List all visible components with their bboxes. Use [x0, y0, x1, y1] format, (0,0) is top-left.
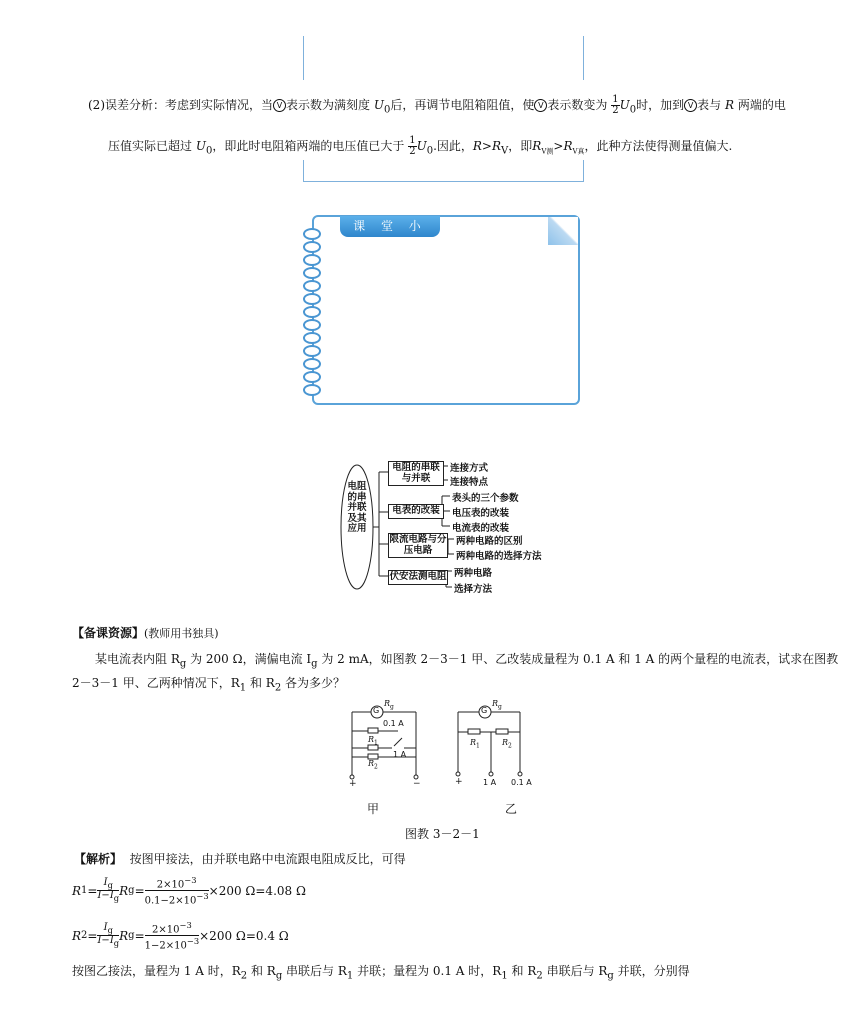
text: 表示数变为: [547, 98, 608, 112]
plus-left: +: [349, 779, 357, 789]
text: 为 2 mA，如图教 2－3－1 甲、乙改装成量程为 0.1 A 和 1 A 的两个量程的电流表，试求在图教: [317, 652, 839, 666]
voltmeter-icon: V: [684, 99, 697, 112]
circuit-right: [456, 703, 522, 776]
num: 1: [409, 135, 416, 146]
rhs: ×200 Ω=4.08 Ω: [208, 883, 306, 898]
sub: 1: [476, 742, 480, 750]
sub: g: [390, 703, 394, 711]
u0: U: [373, 98, 384, 112]
text: 后，再调节电阻箱阻值，使: [390, 98, 535, 112]
rg: R: [492, 699, 499, 708]
frac-ig: [97, 878, 119, 903]
rg: R: [119, 883, 129, 898]
heading: 【备课资源】: [72, 626, 145, 640]
notebook-corner-fold: [548, 217, 578, 245]
u0: U: [416, 139, 427, 153]
mindmap-branch-4: 伏安法测电阻: [388, 570, 448, 585]
rg: R: [384, 699, 391, 708]
tap-1-right: 1 A: [483, 778, 497, 787]
frame-bottom-edge: [303, 181, 584, 182]
rhs: ×200 Ω=0.4 Ω: [199, 928, 289, 943]
mindmap-leaf: 连接方式: [450, 463, 489, 474]
rg-label-left: [384, 699, 394, 711]
mindmap-leaf: 两种电路的区别: [456, 536, 523, 547]
problem-line-2: [72, 675, 345, 696]
frame-right-edge-top: [583, 36, 584, 80]
sub: V真: [572, 147, 585, 156]
rg-label-right: [492, 699, 502, 711]
notebook-ring: [303, 241, 321, 253]
r-gt-rv: R>R: [472, 139, 502, 153]
resistor-r1-right: [468, 729, 480, 734]
lhs: R: [72, 928, 82, 943]
notebook-ring: [303, 358, 321, 370]
text: 为 200 Ω，满偏电流 I: [186, 652, 312, 666]
sub: 2: [81, 930, 88, 942]
sub: 2: [374, 763, 378, 771]
text: 并联，分别得: [613, 964, 690, 978]
terminal: [489, 772, 493, 776]
r1-label-left: [368, 735, 378, 747]
u0-sub: 0: [426, 145, 434, 157]
sub: 1: [374, 739, 378, 747]
resource-heading: [72, 625, 219, 642]
galvanometer-label-left: G: [373, 706, 380, 715]
mindmap-leaf: 选择方法: [454, 584, 493, 595]
text: 表示数为满刻度: [286, 98, 371, 112]
notebook-ring: [303, 319, 321, 331]
error-analysis-line-2: [108, 136, 732, 159]
u0-sub: 0: [205, 145, 213, 157]
notebook-ring: [303, 267, 321, 279]
sub: 1: [81, 885, 88, 897]
galvanometer-label-right: G: [481, 706, 488, 715]
resistor-r1-upper: [368, 728, 378, 733]
frac-ig: [97, 923, 119, 948]
text: >: [553, 139, 564, 153]
notebook-ring: [303, 228, 321, 240]
mindmap-leaf: 两种电路: [454, 568, 493, 579]
equation-r1: R 1 = $\frac{I_g}{I-I_g}$ R g = $\frac{2\times 10^{-3}}{0.1-2\times 10^{-3}}$ ×200 Ω=4.08 Ω: [72, 875, 306, 907]
mindmap-leaf: 电流表的改装: [452, 523, 510, 534]
sub: g: [113, 938, 120, 949]
den: 0.1−2×10: [144, 895, 197, 907]
sub: g: [128, 930, 135, 942]
rg: R: [119, 928, 129, 943]
text: 串联后与 R: [542, 964, 608, 978]
notebook-ring: [303, 371, 321, 383]
minus-left: −: [413, 779, 421, 789]
r1: R: [368, 735, 375, 744]
exp: −3: [196, 891, 209, 902]
figure-right-label: 乙: [505, 802, 518, 816]
r2-label-right: [502, 738, 512, 750]
mindmap-branch-3: 限流电路与分压电路: [389, 534, 447, 556]
notebook-ring: [303, 345, 321, 357]
text: (2)误差分析：考虑到实际情况，当: [88, 98, 273, 112]
num: 2×10: [156, 879, 185, 891]
sub: g: [498, 703, 502, 711]
notebook-ring: [303, 254, 321, 266]
lhs: R: [72, 883, 82, 898]
mindmap-leaf: 电压表的改装: [452, 508, 510, 519]
mindmap-root-text: 电阻的串并联及其应用: [347, 481, 367, 534]
text: ，此种方法使得测量值偏大.: [584, 139, 733, 153]
num: 1: [612, 94, 619, 105]
num: I: [103, 922, 108, 934]
text: 按图乙接法，量程为 1 A 时，R: [72, 964, 241, 978]
exp: −3: [179, 920, 192, 930]
text: 各为多少？: [281, 676, 346, 690]
tap-01-left: 0.1 A: [383, 719, 404, 728]
sub: V: [501, 145, 509, 157]
r2: R: [502, 738, 509, 747]
den: 2: [409, 146, 416, 157]
notebook-ring: [303, 293, 321, 305]
den: I−I: [97, 890, 114, 902]
figure-left-label: 甲: [367, 802, 380, 816]
sub: g: [179, 658, 187, 670]
frac-value: [145, 875, 209, 907]
solution-last-line: 按图乙接法，量程为 1 A 时，$R_2$ 和 $R_g$ 串联后与 $R_1$ 并联；量程为 0.1 A 时，$R_1$ 和 $R_2$ 串联后与 $R_g$ 并联，分别得: [72, 964, 690, 982]
r2: R: [368, 759, 375, 768]
r1: R: [470, 738, 477, 747]
solution-label: 【解析】: [74, 852, 123, 866]
text: 和 R: [247, 964, 276, 978]
sub: 2: [508, 742, 512, 750]
mindmap-leaf: 连接特点: [450, 477, 489, 488]
mindmap-leaf: 两种电路的选择方法: [456, 551, 542, 562]
num: I: [103, 877, 108, 889]
text: ，即: [508, 139, 533, 153]
notebook-ring: [303, 306, 321, 318]
r1-label-right: [470, 738, 480, 750]
text: 两端的电: [737, 98, 786, 112]
num: 2×10: [152, 924, 180, 936]
mindmap-branch-2: 电表的改装: [388, 504, 444, 519]
text: 某电流表内阻 R: [95, 652, 180, 666]
u0-sub: 0: [629, 104, 637, 116]
mindmap-leaf: 表头的三个参数: [452, 493, 519, 504]
summary-tab: 课 堂 小 结: [340, 216, 440, 237]
note: (教师用书独具): [144, 627, 219, 640]
notebook-ring: [303, 384, 321, 396]
equation-r2: R 2 = $\frac{I_g}{I-I_g}$ R g = $\frac{2\times 10^{-3}}{1-2\times 10^{-3}}$ ×200 Ω=0.4 Ω: [72, 920, 289, 952]
sub: 2: [274, 682, 282, 694]
u0: U: [195, 139, 206, 153]
sub: V测: [541, 147, 554, 156]
den: 1−2×10: [144, 940, 187, 952]
text: 时，加到: [636, 98, 685, 112]
text: 和 R: [246, 676, 275, 690]
den: 2: [612, 105, 619, 116]
frame-right-edge-bottom: [583, 160, 584, 182]
solution-intro: [74, 851, 406, 867]
sub: g: [107, 880, 113, 891]
notebook-ring: [303, 280, 321, 292]
fraction-half: [611, 95, 619, 116]
text: 和 R: [507, 964, 537, 978]
circuit-left: [350, 703, 418, 779]
voltmeter-icon: V: [273, 99, 286, 112]
text: ，即此时电阻箱两端的电压值已大于: [212, 139, 405, 153]
r2-label-left: [368, 759, 378, 771]
terminal: [456, 772, 460, 776]
text: 串联后与 R: [282, 964, 347, 978]
r-symbol: R: [724, 98, 734, 112]
voltmeter-icon: V: [534, 99, 547, 112]
error-analysis-line-1: [88, 95, 786, 118]
plus-right: +: [455, 777, 463, 787]
switch: [394, 738, 402, 746]
resistor-r2-right: [496, 729, 508, 734]
u0: U: [619, 98, 630, 112]
mindmap-branch-1: 电阻的串联与并联: [388, 461, 444, 486]
text: 表与: [697, 98, 722, 112]
summary-notebook: [312, 215, 580, 405]
frame-left-edge-bottom: [303, 160, 304, 182]
tap-01-right: 0.1 A: [511, 778, 532, 787]
text: 并联；量程为 0.1 A 时，R: [353, 964, 502, 978]
den: I−I: [97, 935, 114, 947]
frame-left-edge-top: [303, 36, 304, 80]
sub: g: [107, 925, 113, 936]
sub: g: [311, 658, 318, 670]
text: 2－3－1 甲、乙两种情况下，R: [72, 676, 240, 690]
frac-value: [145, 920, 200, 952]
text: 压值实际已超过: [108, 139, 193, 153]
fraction-half: [408, 136, 416, 157]
u0-sub: 0: [383, 104, 391, 116]
sub: 1: [239, 682, 247, 694]
figure-caption: 图教 3－2－1: [405, 827, 480, 841]
text: 按图甲接法，由并联电路中电流跟电阻成反比，可得: [129, 852, 406, 866]
r-symbol: R: [532, 139, 542, 153]
notebook-ring: [303, 332, 321, 344]
r-symbol: R: [563, 139, 573, 153]
tap-1-left: 1 A: [393, 750, 407, 759]
exp: −3: [184, 875, 197, 885]
text: .因此，: [433, 139, 473, 153]
exp: −3: [186, 936, 200, 947]
sub: g: [113, 893, 120, 904]
problem-line-1: [95, 651, 838, 672]
terminal: [518, 772, 522, 776]
sub: g: [128, 885, 135, 897]
